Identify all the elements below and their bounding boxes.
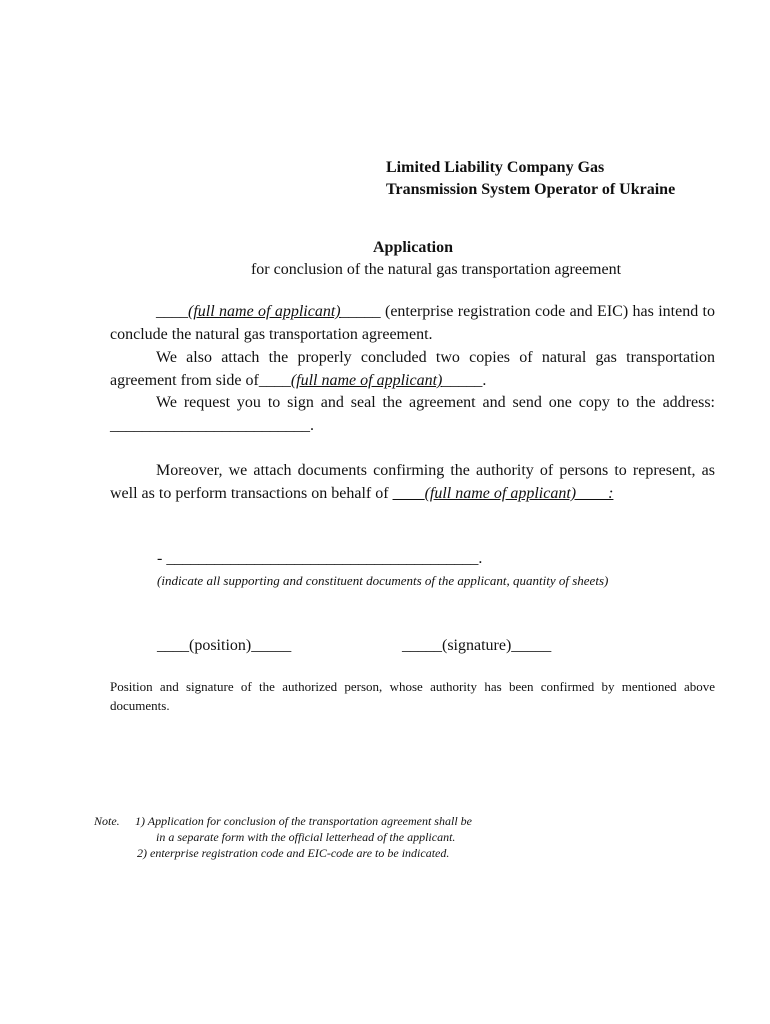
paragraph-request <box>110 391 715 437</box>
addressee-line-2: Transmission System Operator of Ukraine <box>386 181 676 198</box>
paragraph-authority <box>110 459 715 505</box>
paragraph-attachment-text: We also attach the properly concluded two copies of natural gas transportation agreement from side of____ <box>110 349 715 389</box>
application-subtitle: for conclusion of the natural gas transportation agreement <box>250 261 622 278</box>
applicant-name-placeholder: (full name of applicant) <box>188 303 341 320</box>
paragraph-authority-text: Moreover, we attach documents confirming the authority of persons to represent, as well as to perform transactions on behalf of <box>110 462 715 502</box>
footnote-item-1: 1) Application for conclusion of the transportation agreement shall be <box>135 814 472 828</box>
addressee-line-1: Limited Liability Company Gas <box>386 159 605 176</box>
footnote-item-1-continued: in a separate form with the official letterhead of the applicant. <box>156 830 456 844</box>
signature-field: _____(signature)_____ <box>402 637 552 654</box>
addressee-block <box>386 157 675 201</box>
applicant-name-placeholder: ____(full name of applicant)____: <box>392 485 614 502</box>
paragraph-request-text: We request you to sign and seal the agreement and send one copy to the address: _________________________. <box>110 394 715 434</box>
authority-note <box>110 677 715 715</box>
footnote-label: Note. <box>94 814 120 828</box>
paragraph-attachment <box>110 346 715 392</box>
documents-list-line: - _______________________________________. <box>157 550 483 567</box>
documents-list-hint: (indicate all supporting and constituent documents of the applicant, quantity of sheets) <box>157 573 609 588</box>
paragraph-intent-rest: _____ (enterprise registration code and EIC) has intend to conclude the natural gas transportation agreement. <box>110 303 716 343</box>
paragraph-attachment-suffix: _____. <box>442 372 487 389</box>
authority-note-text: Position and signature of the authorized person, whose authority has been confirmed by mentioned above documents. <box>110 679 715 713</box>
applicant-prefix: ____ <box>156 303 188 320</box>
application-title: Application <box>372 239 453 256</box>
footnote-item-2: 2) enterprise registration code and EIC-code are to be indicated. <box>137 846 450 860</box>
paragraph-intent <box>110 300 715 346</box>
position-field: ____(position)_____ <box>157 637 292 654</box>
applicant-name-placeholder: (full name of applicant) <box>290 372 443 389</box>
